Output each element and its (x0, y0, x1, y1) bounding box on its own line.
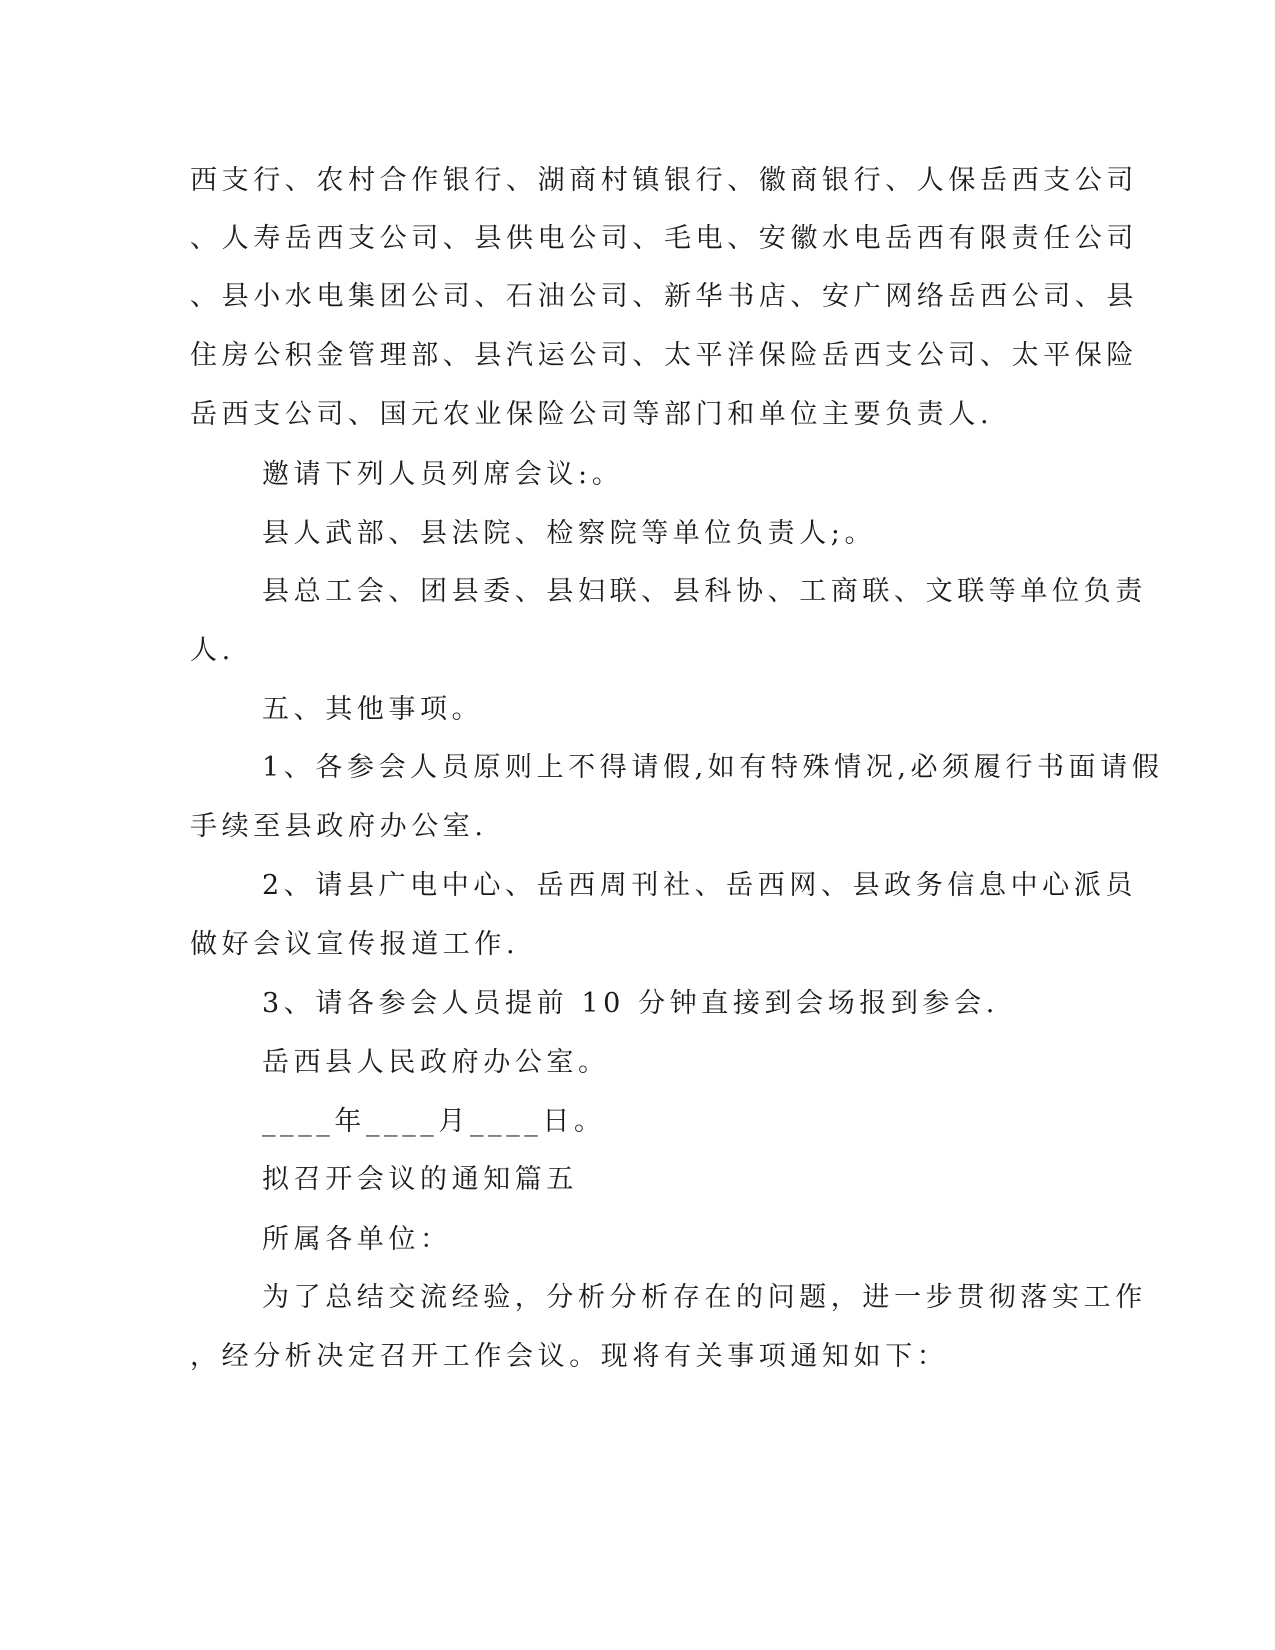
text-line: 西支行、农村合作银行、湖商村镇银行、徽商银行、人保岳西支公司 (190, 165, 1138, 196)
section-title: 拟召开会议的通知篇五 (262, 1164, 578, 1195)
section-heading: 五、其他事项。 (262, 694, 484, 725)
text-line: 县总工会、团县委、县妇联、县科协、工商联、文联等单位负责 (262, 576, 1147, 607)
text-line: 3、请各参会人员提前 10 分钟直接到会场报到参会. (262, 988, 999, 1019)
text-line: 县人武部、县法院、检察院等单位负责人;。 (262, 518, 877, 549)
date-line: ____年____月____日。 (262, 1106, 606, 1137)
text-line: 2、请县广电中心、岳西周刊社、岳西网、县政务信息中心派员 (262, 870, 1137, 901)
text-line: 为了总结交流经验，分析分析存在的问题，进一步贯彻落实工作 (262, 1282, 1147, 1313)
salutation: 所属各单位： (262, 1224, 452, 1255)
text-line: 岳西支公司、国元农业保险公司等部门和单位主要负责人. (190, 399, 994, 430)
text-line: 1、各参会人员原则上不得请假,如有特殊情况,必须履行书面请假 (262, 752, 1164, 783)
text-line: 手续至县政府办公室. (190, 811, 488, 842)
text-line: 人. (190, 635, 235, 666)
text-line: 、人寿岳西支公司、县供电公司、毛电、安徽水电岳西有限责任公司 (190, 223, 1138, 254)
text-line: 、县小水电集团公司、石油公司、新华书店、安广网络岳西公司、县 (190, 281, 1138, 312)
text-line: 邀请下列人员列席会议:。 (262, 459, 624, 490)
text-line: 住房公积金管理部、县汽运公司、太平洋保险岳西支公司、太平保险 (190, 340, 1138, 371)
signature-org: 岳西县人民政府办公室。 (262, 1047, 610, 1078)
text-line: ，经分析决定召开工作会议。现将有关事项通知如下： (190, 1341, 949, 1372)
text-line: 做好会议宣传报道工作. (190, 929, 520, 960)
